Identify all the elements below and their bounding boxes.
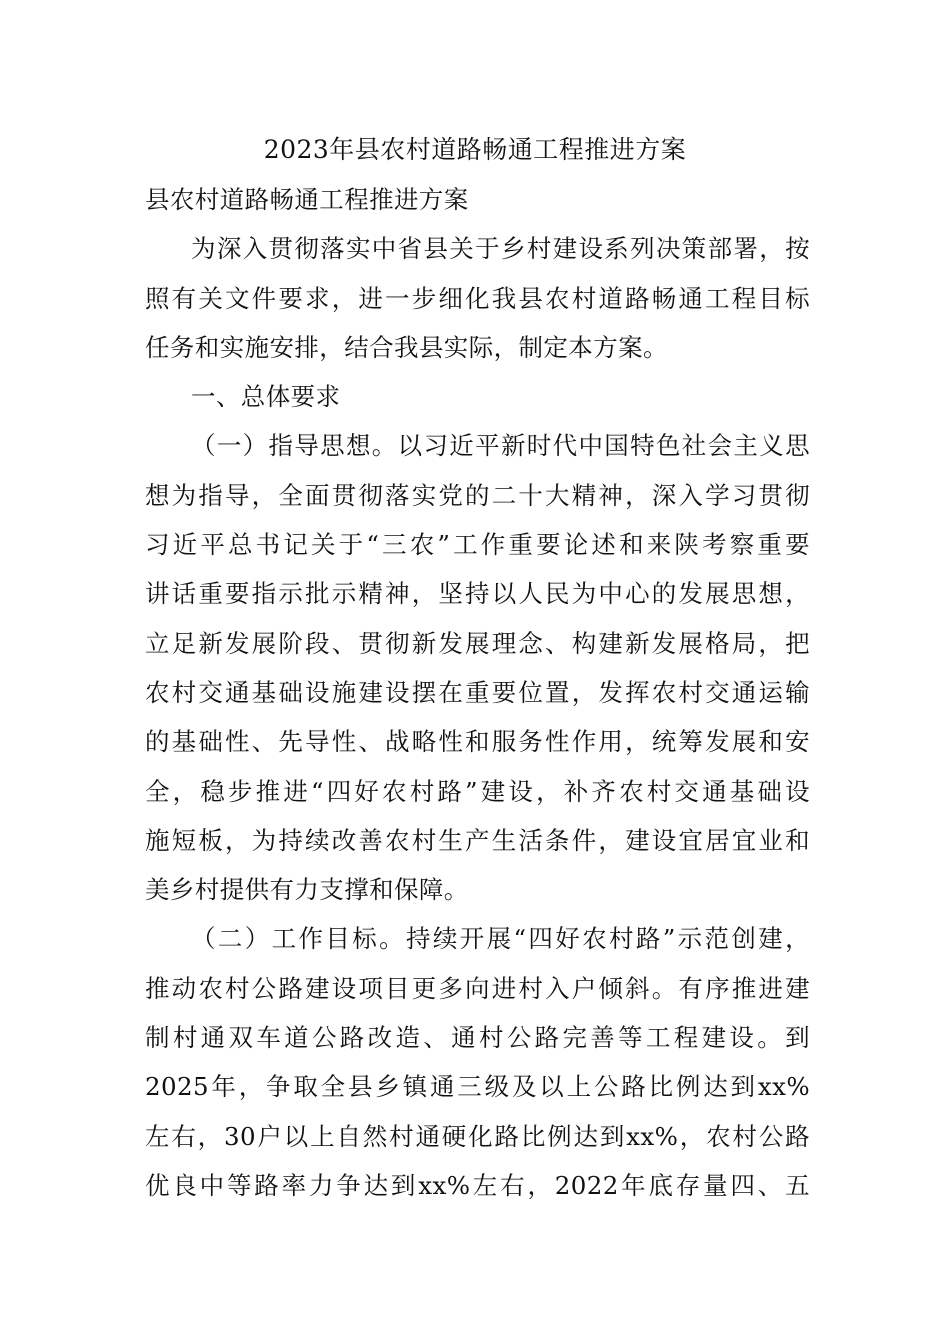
paragraph-line: 任务和实施安排，结合我县实际，制定本方案。	[145, 332, 668, 362]
paragraph-line: 农村交通基础设施建设摆在重要位置，发挥农村交通运输	[145, 677, 810, 707]
paragraph-line: 制村通双车道公路改造、通村公路完善等工程建设。到	[145, 1023, 810, 1053]
paragraph-line: 的基础性、先导性、战略性和服务性作用，统筹发展和安	[145, 727, 810, 757]
paragraph-line: （一）指导思想。以习近平新时代中国特色社会主义思	[191, 431, 810, 461]
paragraph-line: 美乡村提供有力支撑和保障。	[145, 875, 469, 905]
document-title: 2023年县农村道路畅通工程推进方案	[263, 135, 687, 164]
paragraph-line: 想为指导，全面贯彻落实党的二十大精神，深入学习贯彻	[145, 480, 810, 510]
paragraph-line: 讲话重要指示批示精神，坚持以人民为中心的发展思想，	[145, 579, 810, 609]
paragraph-line: 施短板，为持续改善农村生产生活条件，建设宜居宜业和	[145, 825, 810, 855]
paragraph-line: 推动农村公路建设项目更多向进村入户倾斜。有序推进建	[145, 973, 810, 1003]
paragraph-line: （二）工作目标。持续开展“四好农村路”示范创建，	[191, 924, 810, 954]
paragraph-line: 为深入贯彻落实中省县关于乡村建设系列决策部署，按	[191, 234, 810, 264]
paragraph-line: 立足新发展阶段、贯彻新发展理念、构建新发展格局，把	[145, 628, 810, 658]
paragraph-line: 照有关文件要求，进一步细化我县农村道路畅通工程目标	[145, 283, 810, 313]
paragraph-line: 优良中等路率力争达到xx%左右，2022年底存量四、五	[145, 1170, 810, 1200]
section-heading: 一、总体要求	[191, 382, 341, 412]
paragraph-line: 左右，30户以上自然村通硬化路比例达到xx%，农村公路	[145, 1121, 810, 1151]
document-body	[145, 175, 810, 1210]
paragraph-line: 全，稳步推进“四好农村路”建设，补齐农村交通基础设	[145, 776, 810, 806]
paragraph-line: 习近平总书记关于“三农”工作重要论述和来陕考察重要	[145, 530, 810, 560]
paragraph-line: 2025年，争取全县乡镇通三级及以上公路比例达到xx%	[145, 1072, 810, 1102]
document-subtitle: 县农村道路畅通工程推进方案	[145, 185, 469, 214]
